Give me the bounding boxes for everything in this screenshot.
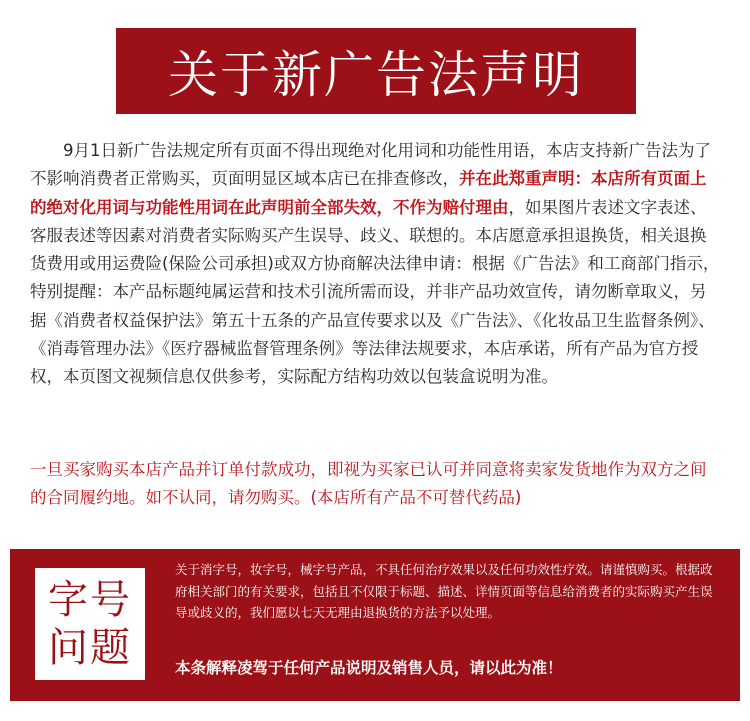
- statement-paragraph: [30, 137, 722, 392]
- license-notice-text: 关于消字号，妆字号，械字号产品，不具任何治疗效果以及任何功效性疗效。请谨慎购买。根据政府相关部门的有关要求，包括且不仅限于标题、描述、详情页面等信息给消费者的实际购买产生误导或歧义的，我们愿以七天无理由退换货的方法予以处理。: [175, 562, 713, 620]
- statement-text-1: 9月1日新广告法规定所有页面不得出现绝对化用词和功能性用语，本店支持新广告法为了不影响消费者正常购买，页面明显区域本店已在排查修改，: [30, 141, 711, 189]
- statement-highlight: 并在此郑重声明：本店所有页面上的绝对化用词与功能性用词在此声明前全部失效，不作为赔付理由: [30, 169, 707, 217]
- page-title: 关于新广告法声明: [168, 46, 584, 104]
- license-notice-conclusion: 本条解释凌驾于任何产品说明及销售人员，请以此为准！: [175, 659, 563, 677]
- purchase-notice: 一旦买家购买本店产品并订单付款成功，即视为买家已认可并同意将卖家发货地作为双方之间的合同履约地。如不认同，请勿购买。(本店所有产品不可替代药品): [30, 460, 707, 508]
- license-badge: [35, 568, 145, 680]
- badge-line-2: 问题: [48, 625, 132, 671]
- statement-text-2: ，如果图片表述文字表述、客服表述等因素对消费者实际购买产生误导、歧义、联想的。本店愿意承担退换货，相关退换货费用或用运费险(保险公司承担)或双方协商解决法律申请：根据《广告法》和工商部门指示，特别提醒：本产品标题纯属运营和技术引流所需而设，并非产品功效宣传，请勿断章取义，另据《消费者权益保护法》第五十五条的产品宣传要求以及《广告法》、《化妆品卫生监督条例》、《消毒管理办法》《医疗器械监督管理条例》等法律法规要求，本店承诺，所有产品为官方授权，本页图文视频信息仅供参考，实际配方结构功效以包装盒说明为准。: [30, 197, 720, 387]
- badge-line-1: 字号: [48, 577, 132, 623]
- title-banner: [116, 28, 636, 114]
- license-notice-panel: [10, 549, 740, 701]
